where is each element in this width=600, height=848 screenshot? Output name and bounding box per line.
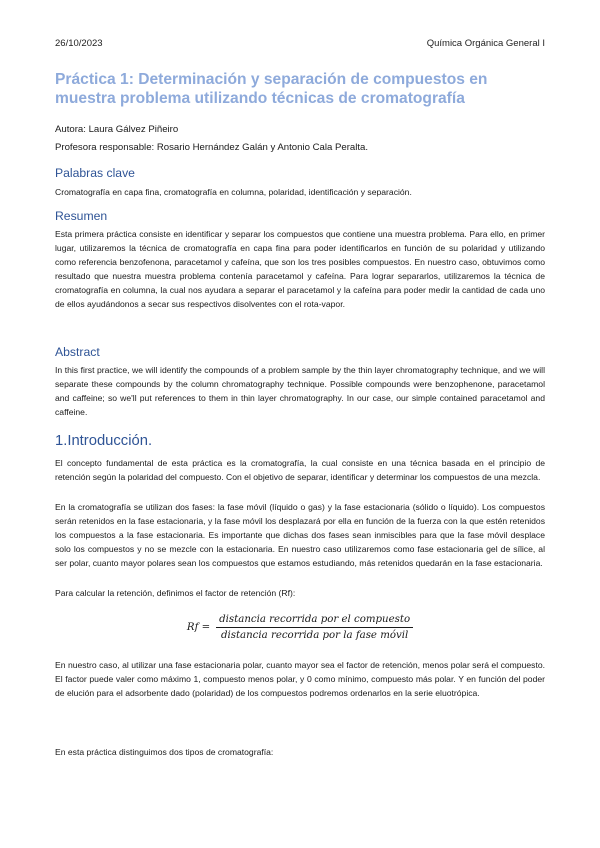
intro-heading: 1.Introducción. [55,433,153,449]
abstract-heading: Abstract [55,345,100,359]
formula-denominator: distancia recorrida por la fase móvil [220,630,409,641]
intro-paragraph-3: Para calcular la retención, definimos el factor de retención (Rf): [55,588,296,598]
page-header [55,38,545,49]
resumen-heading: Resumen [55,209,108,223]
authors-block [55,121,545,157]
intro-paragraph-4: En nuestro caso, al utilizar una fase estacionaria polar, cuanto mayor sea el factor de retención, menos polar será el compuesto. El factor puede valer como máximo 1, compuesto menos polar, y 0 como mínimo, compuesto más polar. Y en función del poder de elución para el adsorbente dado (polaridad) de los compuestos podremos ordenarlos en la serie eluotrópica. [55,660,545,698]
rf-formula [55,614,545,641]
formula-fraction [216,614,413,641]
abstract-text: In this first practice, we will identify the compounds of a problem sample by the thin layer chromatography technique, and we will separate these compounds by the column chromatography technique. Possible compounds were benzophenone, paracetamol and caffeine; so we'll put references to them in thin layer chromatography. In our case, our simple contained paracetamol and caffeine. [55,365,545,417]
header-course: Química Orgánica General I [426,38,545,49]
resumen-text: Esta primera práctica consiste en identificar y separar los compuestos que contiene una muestra problema. Para ello, en primer lugar, utilizaremos la técnica de cromatografía en capa fina para poder identificarlos en función de su polaridad y utilizando como referencia benzofenona, paracetamol y cafeína, que son los tres posibles compuestos. En nuestro caso, obtuvimos como resultado que nuestra muestra problema contenía paracetamol y cafeína. Para lograr separarlos, utilizaremos la técnica de cromatografía en columna, la cual nos ayudara a separar el paracetamol y la cafeína para poder medir la cantidad de cada uno de ellos ayudándonos a secar sus respectivos disolventes con el rota-vapor. [55,229,545,309]
keywords-text: Cromatografía en capa fina, cromatografía en columna, polaridad, identificación y separación. [55,187,412,197]
formula-lhs: Rf = [186,622,211,633]
intro-paragraph-1: El concepto fundamental de esta práctica es la cromatografía, la cual consiste en una técnica basada en el principio de retención según la polaridad del compuesto. Con el objetivo de separar, identificar y determinar los compuestos de una mezcla. [55,458,545,482]
document-title: Práctica 1: Determinación y separación de compuestos en muestra problema utilizando técnicas de cromatografía [55,71,488,107]
intro-paragraph-2: En la cromatografía se utilizan dos fases: la fase móvil (líquido o gas) y la fase estacionaria (sólido o líquido). Los compuestos serán retenidos en la fase estacionaria, y la fase móvil los desplazará por ella en función de la fuerza con la que estén retenidos los compuestos a la fase estacionaria. Es importante que dichas dos fases sean inmiscibles para que la fase móvil desplace solo los compuestos y no se mezcle con la estacionaria. En nuestro caso utilizaremos como fase estacionaria gel de sílice, al ser polar, cuanto mayor polares sean los compuestos que estamos estudiando, más retenidos quedarán en la fase estacionaria. [55,502,545,568]
intro-paragraph-5: En esta práctica distinguimos dos tipos de cromatografía: [55,747,274,757]
header-date: 26/10/2023 [55,38,103,49]
formula-numerator: distancia recorrida por el compuesto [216,614,413,628]
supervisors-line: Profesora responsable: Rosario Hernández Galán y Antonio Cala Peralta. [55,142,369,153]
keywords-heading: Palabras clave [55,166,135,180]
author-line: Autora: Laura Gálvez Piñeiro [55,124,179,135]
